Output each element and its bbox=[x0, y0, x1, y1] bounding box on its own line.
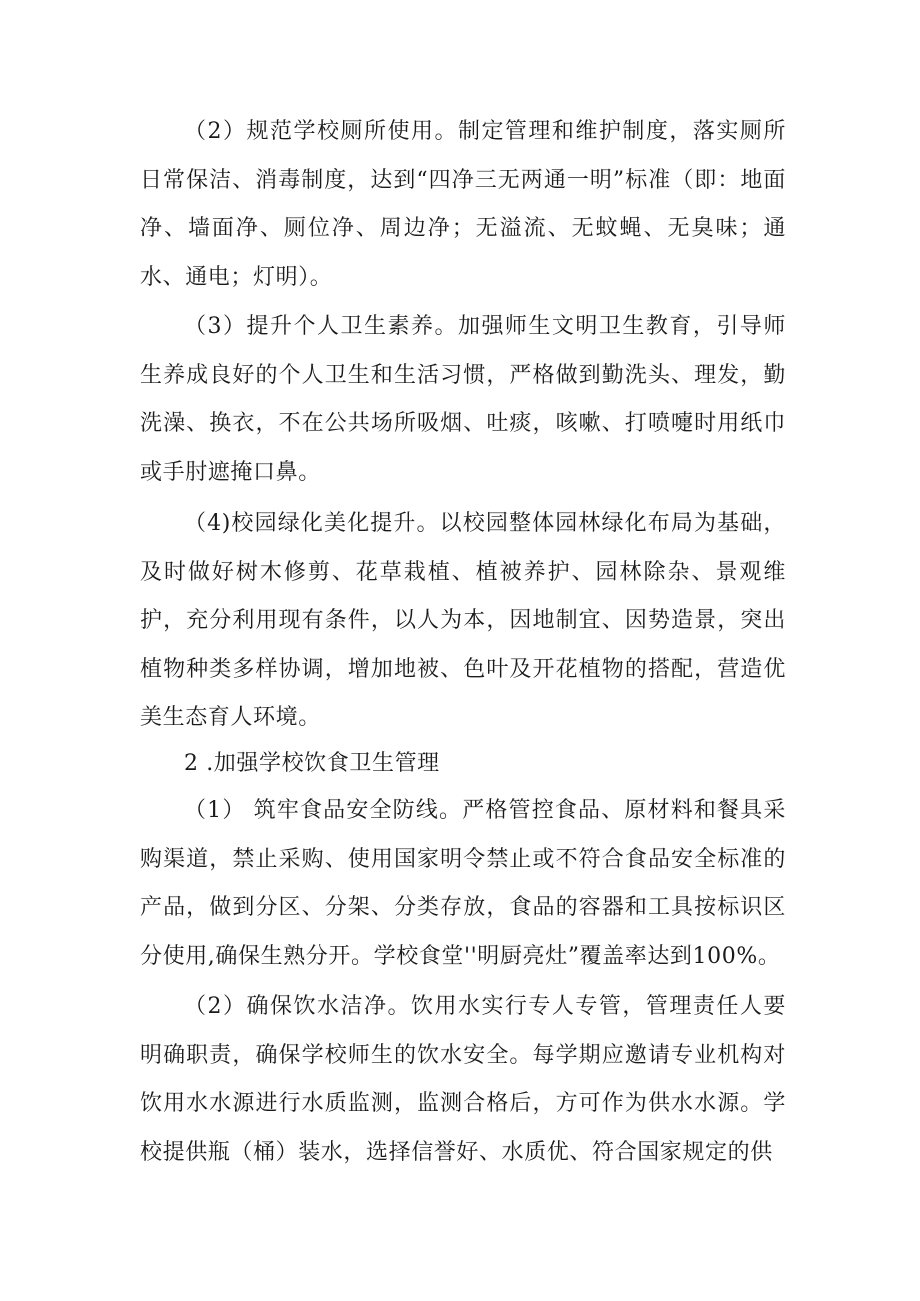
paragraph-food-safety: （1） 筑牢食品安全防线。严格管控食品、原材料和餐具采购渠道，禁止采购、使用国家明令禁止或不符合食品安全标准的产品，做到分区、分架、分类存放，食品的容器和工具按标识区分使用,确保生熟分开。学校食堂''明厨亮灶”覆盖率达到100%。 bbox=[140, 798, 786, 969]
section-heading-food-hygiene: 2 .加强学校饮食卫生管理 bbox=[184, 751, 440, 776]
paragraph-toilet-management: （2）规范学校厕所使用。制定管理和维护制度，落实厕所日常保洁、消毒制度，达到“四净三无两通一明”标准（即：地面净、墙面净、厕位净、周边净；无溢流、无蚊蝇、无臭味；通水、通电；灯明）。 bbox=[140, 119, 786, 290]
paragraph-personal-hygiene: （3）提升个人卫生素养。加强师生文明卫生教育，引导师生养成良好的个人卫生和生活习惯，严格做到勤洗头、理发，勤洗澡、换衣，不在公共场所吸烟、吐痰，咳嗽、打喷嚏时用纸巾或手肘遮掩口鼻。 bbox=[140, 314, 786, 485]
paragraph-campus-greening: （4)校园绿化美化提升。以校园整体园林绿化布局为基础，及时做好树木修剪、花草栽植、植被养护、园林除杂、景观维护，充分利用现有条件，以人为本，因地制宜、因势造景，突出植物种类多样协调，增加地被、色叶及开花植物的搭配，营造优美生态育人环境。 bbox=[140, 511, 786, 731]
paragraph-drinking-water: （2）确保饮水洁净。饮用水实行专人专管，管理责任人要明确职责，确保学校师生的饮水安全。每学期应邀请专业机构对饮用水水源进行水质监测，监测合格后，方可作为供水水源。学校提供瓶（桶）装水，选择信誉好、水质优、符合国家规定的供 bbox=[140, 994, 786, 1165]
